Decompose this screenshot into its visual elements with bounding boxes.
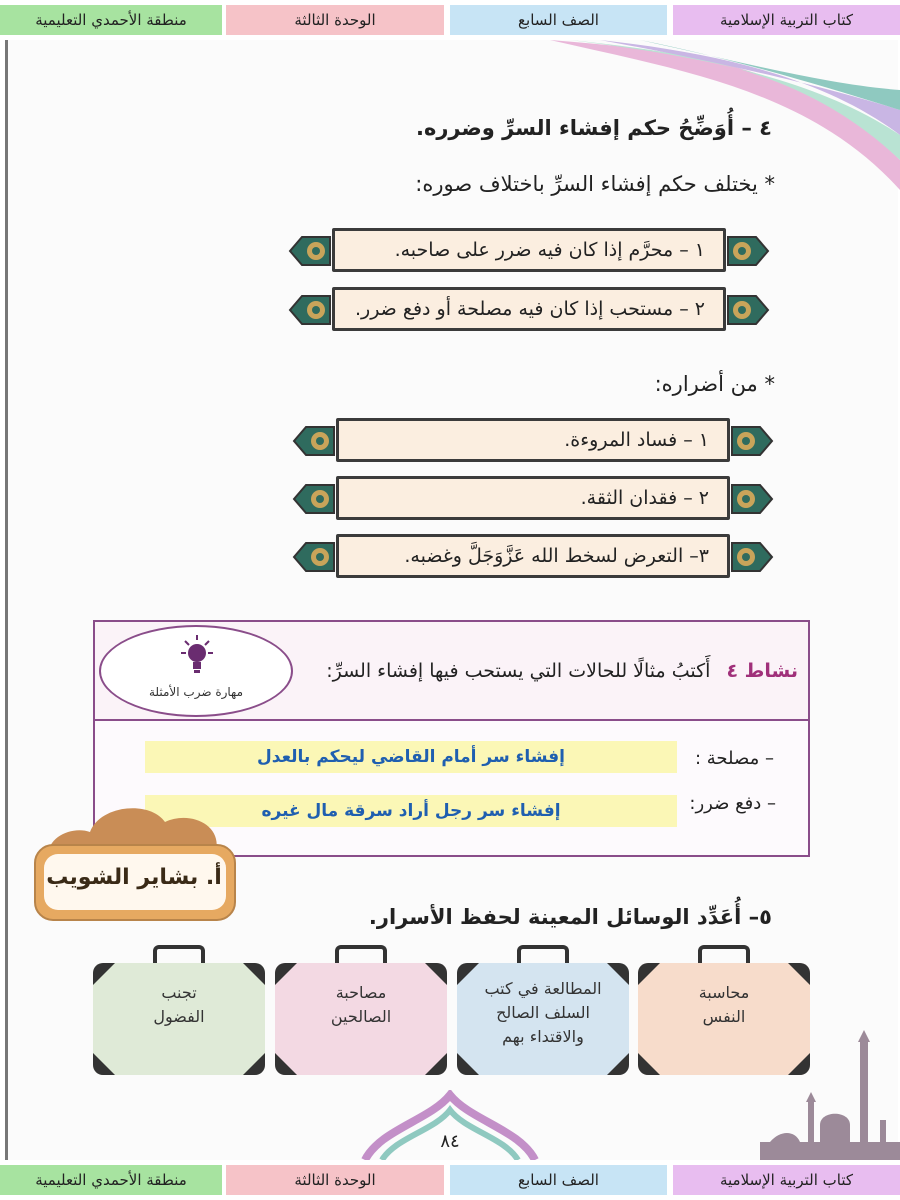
suitcase-text: محاسبة النفس bbox=[698, 983, 750, 1026]
footer-grade: الصف السابع bbox=[450, 1165, 667, 1195]
line1-answer: إفشاء سر أمام القاضي ليحكم بالعدل bbox=[145, 741, 677, 773]
lightbulb-icon bbox=[177, 633, 217, 679]
mosque-silhouette bbox=[760, 1030, 900, 1160]
header-bar-top bbox=[0, 5, 900, 35]
suitcase-handle bbox=[517, 945, 569, 965]
suitcase-card bbox=[457, 945, 629, 1075]
suitcase-body bbox=[93, 963, 265, 1075]
skill-badge bbox=[99, 625, 293, 717]
question-4-title: ٤ – أُوَضِّحُ حكم إفشاء السرِّ وضرره. bbox=[415, 116, 772, 140]
harm-frame-3 bbox=[292, 534, 774, 580]
ornament-icon bbox=[730, 535, 774, 579]
suitcase-card bbox=[275, 945, 447, 1075]
header-unit: الوحدة الثالثة bbox=[226, 5, 444, 35]
suitcase-body bbox=[275, 963, 447, 1075]
activity-header bbox=[95, 622, 808, 721]
line2-answer: إفشاء سر رجل أراد سرقة مال غيره bbox=[145, 795, 677, 827]
ruling-frame-1 bbox=[288, 228, 770, 274]
skill-label: مهارة ضرب الأمثلة bbox=[148, 685, 244, 699]
suitcase-text: تجنب الفضول bbox=[153, 983, 205, 1026]
question-5-title: ٥– أُعَدِّد الوسائل المعينة لحفظ الأسرار. bbox=[368, 905, 772, 929]
harm-text: ١ – فساد المروءة. bbox=[564, 429, 709, 451]
ornament-icon bbox=[292, 535, 336, 579]
suitcase-handle bbox=[153, 945, 205, 965]
line2-label: – دفع ضرر: bbox=[689, 793, 776, 814]
page-number: ٨٤ bbox=[440, 1131, 460, 1152]
activity-title bbox=[326, 660, 798, 682]
header-book: كتاب التربية الإسلامية bbox=[673, 5, 900, 35]
ornament-icon bbox=[288, 288, 332, 332]
line1-label: – مصلحة : bbox=[695, 748, 774, 769]
header-bar-bottom bbox=[0, 1165, 900, 1195]
suitcase-text: المطالعة في كتب السلف الصالح والاقتداء بهم bbox=[484, 979, 602, 1046]
ornament-icon bbox=[730, 419, 774, 463]
activity-label: نشاط ٤ bbox=[726, 660, 798, 682]
suitcase-handle bbox=[698, 945, 750, 965]
footer-region: منطقة الأحمدي التعليمية bbox=[0, 1165, 222, 1195]
footer-unit: الوحدة الثالثة bbox=[226, 1165, 444, 1195]
rulings-intro: * يختلف حكم إفشاء السرِّ باختلاف صوره: bbox=[415, 172, 775, 196]
harm-text: ٣– التعرض لسخط الله عَزَّوَجَلَّ وغضبه. bbox=[404, 545, 709, 567]
ornament-icon bbox=[726, 288, 770, 332]
ornament-icon bbox=[292, 419, 336, 463]
activity-prompt: أَكتبُ مثالًا للحالات التي يستحب فيها إفشاء السرِّ: bbox=[326, 660, 711, 682]
ornament-icon bbox=[288, 229, 332, 273]
header-grade: الصف السابع bbox=[450, 5, 667, 35]
teacher-name: أ. بشاير الشويب bbox=[46, 865, 222, 890]
header-region: منطقة الأحمدي التعليمية bbox=[0, 5, 222, 35]
harm-text: ٢ – فقدان الثقة. bbox=[580, 487, 709, 509]
suitcase-card bbox=[93, 945, 265, 1075]
suitcase-handle bbox=[335, 945, 387, 965]
harm-frame-1 bbox=[292, 418, 774, 464]
ornament-icon bbox=[730, 477, 774, 521]
ruling-frame-2 bbox=[288, 287, 770, 333]
ornament-icon bbox=[292, 477, 336, 521]
ruling-text: ١ – محرَّم إذا كان فيه ضرر على صاحبه. bbox=[394, 239, 705, 261]
harms-intro: * من أضراره: bbox=[654, 372, 775, 396]
footer-book: كتاب التربية الإسلامية bbox=[673, 1165, 900, 1195]
harm-frame-2 bbox=[292, 476, 774, 522]
ruling-text: ٢ – مستحب إذا كان فيه مصلحة أو دفع ضرر. bbox=[354, 298, 705, 320]
suitcase-text: مصاحبة الصالحين bbox=[330, 983, 392, 1026]
suitcase-body bbox=[457, 963, 629, 1075]
ornament-icon bbox=[726, 229, 770, 273]
